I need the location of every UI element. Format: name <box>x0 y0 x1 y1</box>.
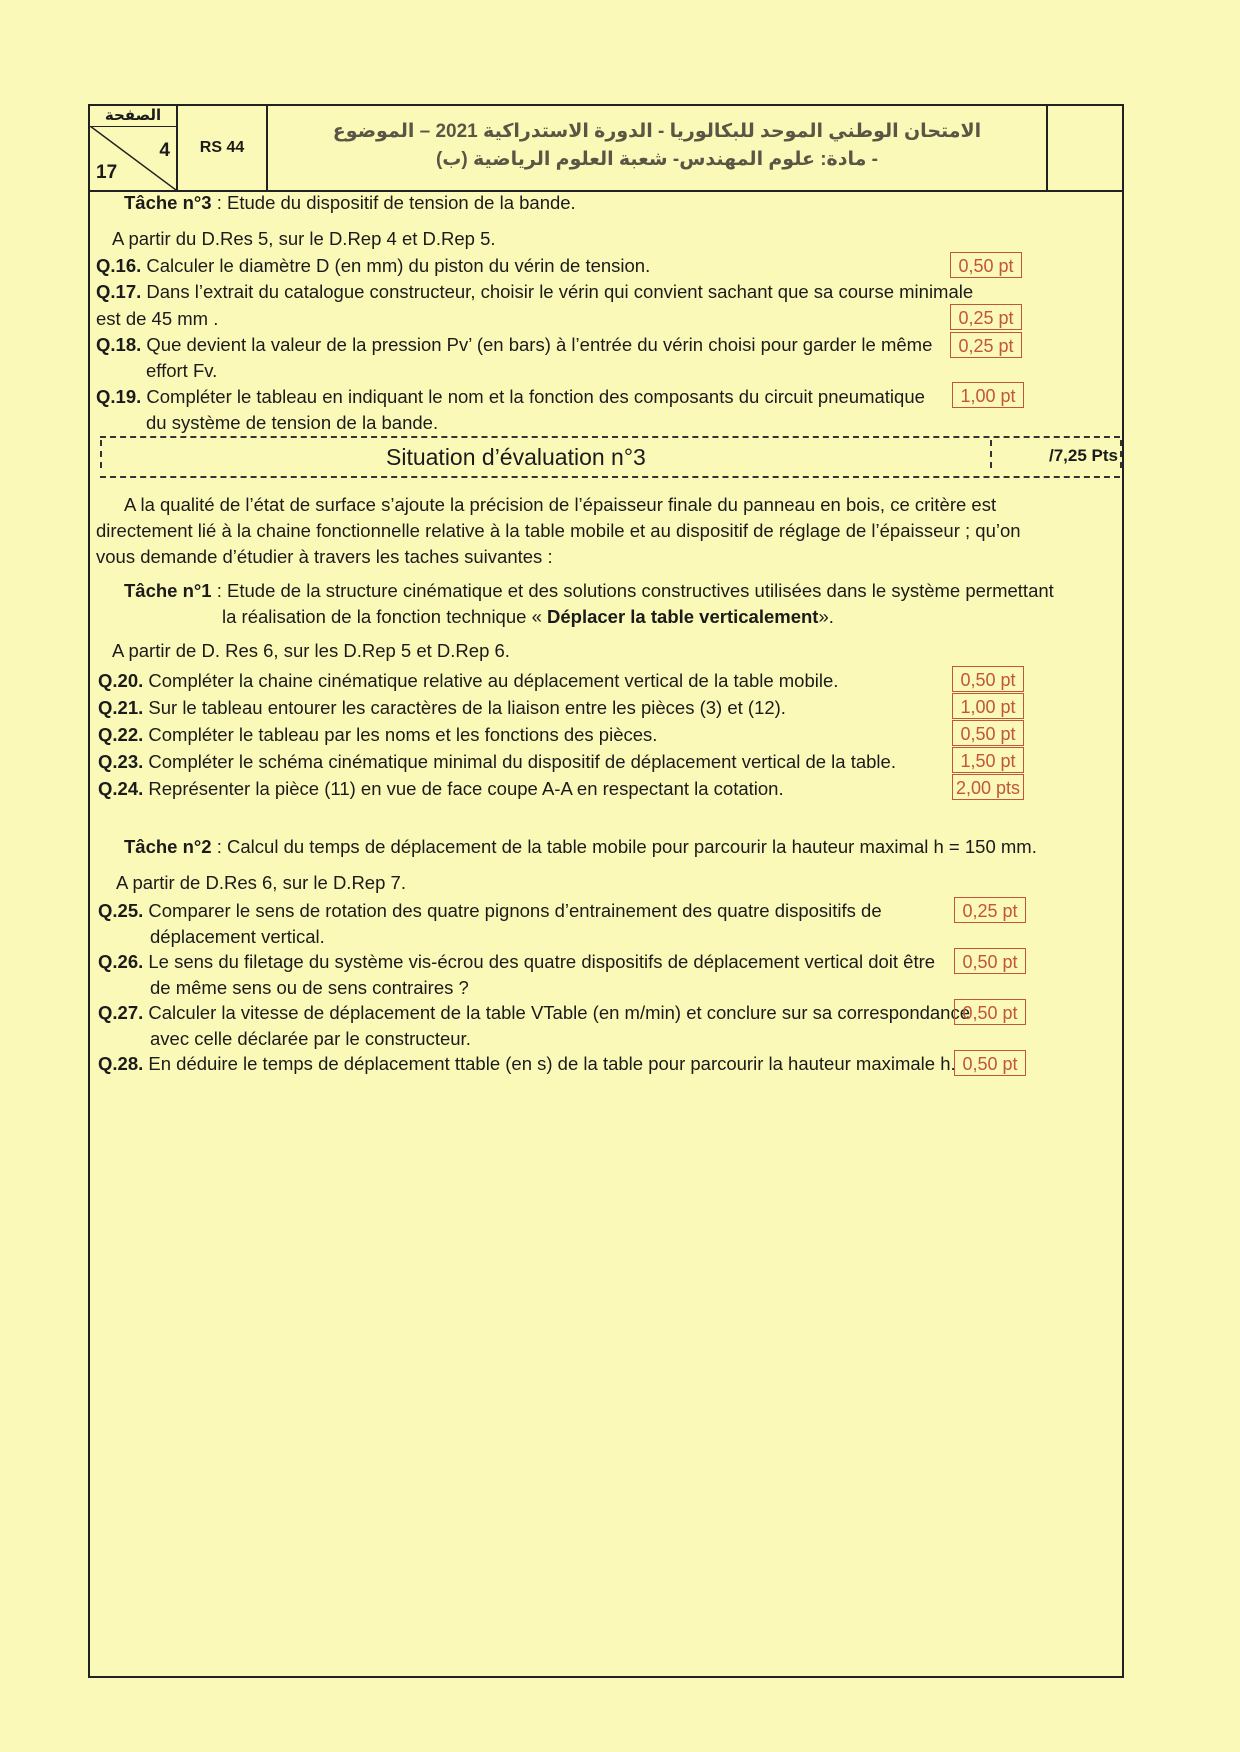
question-17 <box>96 281 973 303</box>
question-text: Sur le tableau entourer les caractères de la liaison entre les pièces (3) et (12). <box>148 697 786 718</box>
question-text: Dans l’extrait du catalogue constructeur, choisir le vérin qui convient sachant que sa course minimale <box>146 281 974 302</box>
task1-desc-c: ». <box>818 606 834 627</box>
question-number: Q.16. <box>96 255 142 276</box>
page-cell <box>90 106 178 190</box>
task2-desc: : Calcul du temps de déplacement de la table mobile pour parcourir la hauteur maximal h = 150 mm. <box>211 836 1037 857</box>
question-number: Q.28. <box>98 1053 144 1074</box>
points-badge: 0,50 pt <box>954 999 1026 1025</box>
question-27-cont: avec celle déclarée par le constructeur. <box>150 1028 471 1049</box>
question-26 <box>98 951 935 973</box>
banner-bottom-border <box>100 476 1120 478</box>
question-text: En déduire le temps de déplacement ttable (en s) de la table pour parcourir la hauteur maximale h. <box>148 1053 956 1074</box>
question-18 <box>96 334 932 356</box>
situation-paragraph-1: A la qualité de l’état de surface s’ajoute la précision de l’épaisseur finale du panneau en bois, ce critère est <box>124 494 997 515</box>
points-badge: 0,25 pt <box>950 332 1022 358</box>
exam-code: RS 44 <box>178 106 268 190</box>
question-25-cont: déplacement vertical. <box>150 926 325 947</box>
question-21 <box>98 697 786 719</box>
question-number: Q.18. <box>96 334 142 355</box>
task1-desc: : Etude de la structure cinématique et des solutions constructives utilisées dans le système permettant <box>211 580 1054 601</box>
question-text: Compléter le tableau par les noms et les fonctions des pièces. <box>148 724 658 745</box>
title-line-2: - مادة: علوم المهندس- شعبة العلوم الرياضية (ب) <box>435 149 879 170</box>
points-badge: 0,50 pt <box>950 252 1022 278</box>
question-number: Q.22. <box>98 724 144 745</box>
task3-desc: : Etude du dispositif de tension de la bande. <box>211 192 576 213</box>
task1-title <box>124 580 1054 602</box>
points-badge: 1,50 pt <box>952 747 1024 773</box>
task1-title-cont <box>222 606 834 628</box>
question-28 <box>98 1053 956 1075</box>
banner-divider <box>990 440 992 468</box>
question-text: Le sens du filetage du système vis-écrou des quatre dispositifs de déplacement vertical doit être <box>148 951 936 972</box>
situation-title: Situation d’évaluation n°3 <box>386 444 646 470</box>
task2-label: Tâche n°2 <box>124 836 212 857</box>
points-badge: 1,00 pt <box>952 693 1024 719</box>
question-text: Compléter le tableau en indiquant le nom et la fonction des composants du circuit pneumatique <box>146 386 925 407</box>
banner-right-border <box>1120 440 1122 468</box>
situation-paragraph-3: vous demande d’étudier à travers les taches suivantes : <box>96 546 553 567</box>
question-number: Q.21. <box>98 697 144 718</box>
points-badge: 0,25 pt <box>950 304 1022 330</box>
points-badge: 0,50 pt <box>952 666 1024 692</box>
question-18-cont: effort Fv. <box>146 360 218 381</box>
task1-function: Déplacer la table verticalement <box>547 606 819 627</box>
page-label: الصفحة <box>90 106 176 127</box>
task3-title <box>124 192 576 214</box>
exam-title <box>268 106 1048 190</box>
question-number: Q.19. <box>96 386 142 407</box>
question-text: Représenter la pièce (11) en vue de face coupe A-A en respectant la cotation. <box>148 778 784 799</box>
banner-top-border <box>100 436 1120 438</box>
total-pages: 17 <box>96 162 118 183</box>
question-22 <box>98 724 657 746</box>
situation-paragraph-2: directement lié à la chaine fonctionnelle relative à la table mobile et au dispositif de réglage de l’épaisseur ; qu’on <box>96 520 1021 541</box>
question-text: Compléter la chaine cinématique relative au déplacement vertical de la table mobile. <box>148 670 839 691</box>
task3-intro: A partir du D.Res 5, sur le D.Rep 4 et D.Rep 5. <box>112 228 496 249</box>
question-26-cont: de même sens ou de sens contraires ? <box>150 977 469 998</box>
title-line-1: الامتحان الوطني الموحد للبكالوريا - الدورة الاستدراكية 2021 – الموضوع <box>332 121 982 142</box>
banner-left-border <box>100 440 102 468</box>
question-number: Q.20. <box>98 670 144 691</box>
question-19-cont: du système de tension de la bande. <box>146 412 439 433</box>
question-24 <box>98 778 784 800</box>
points-badge: 0,50 pt <box>954 948 1026 974</box>
question-17-cont: est de 45 mm . <box>96 308 219 329</box>
task1-desc-a: la réalisation de la fonction technique « <box>222 606 547 627</box>
question-text: Calculer la vitesse de déplacement de la table VTable (en m/min) et conclure sur sa correspondance <box>148 1002 971 1023</box>
question-number: Q.25. <box>98 900 144 921</box>
page-frame <box>88 104 1124 1678</box>
task1-label: Tâche n°1 <box>124 580 212 601</box>
page-number: 4 <box>159 140 170 161</box>
question-number: Q.24. <box>98 778 144 799</box>
task3-label: Tâche n°3 <box>124 192 212 213</box>
question-number: Q.23. <box>98 751 144 772</box>
points-badge: 2,00 pts <box>952 774 1024 800</box>
question-19 <box>96 386 925 408</box>
points-badge: 0,50 pt <box>954 1050 1026 1076</box>
question-text: Que devient la valeur de la pression Pv’ (en bars) à l’entrée du vérin choisi pour garder le même <box>146 334 933 355</box>
question-text: Compléter le schéma cinématique minimal du dispositif de déplacement vertical de la table. <box>148 751 896 772</box>
question-number: Q.26. <box>98 951 144 972</box>
question-text: Comparer le sens de rotation des quatre pignons d’entrainement des quatre dispositifs de <box>148 900 882 921</box>
header-table <box>90 106 1122 192</box>
question-16 <box>96 255 650 277</box>
situation-banner <box>90 436 1126 482</box>
question-20 <box>98 670 838 692</box>
question-number: Q.17. <box>96 281 142 302</box>
question-25 <box>98 900 882 922</box>
points-badge: 1,00 pt <box>952 382 1024 408</box>
task1-intro: A partir de D. Res 6, sur les D.Rep 5 et D.Rep 6. <box>112 640 510 661</box>
situation-score: /7,25 Pts <box>1049 446 1118 465</box>
question-23 <box>98 751 896 773</box>
task2-title <box>124 836 1037 858</box>
points-badge: 0,25 pt <box>954 897 1026 923</box>
question-27 <box>98 1002 970 1024</box>
task2-intro: A partir de D.Res 6, sur le D.Rep 7. <box>116 872 406 893</box>
question-text: Calculer le diamètre D (en mm) du piston du vérin de tension. <box>146 255 651 276</box>
points-badge: 0,50 pt <box>952 720 1024 746</box>
question-number: Q.27. <box>98 1002 144 1023</box>
